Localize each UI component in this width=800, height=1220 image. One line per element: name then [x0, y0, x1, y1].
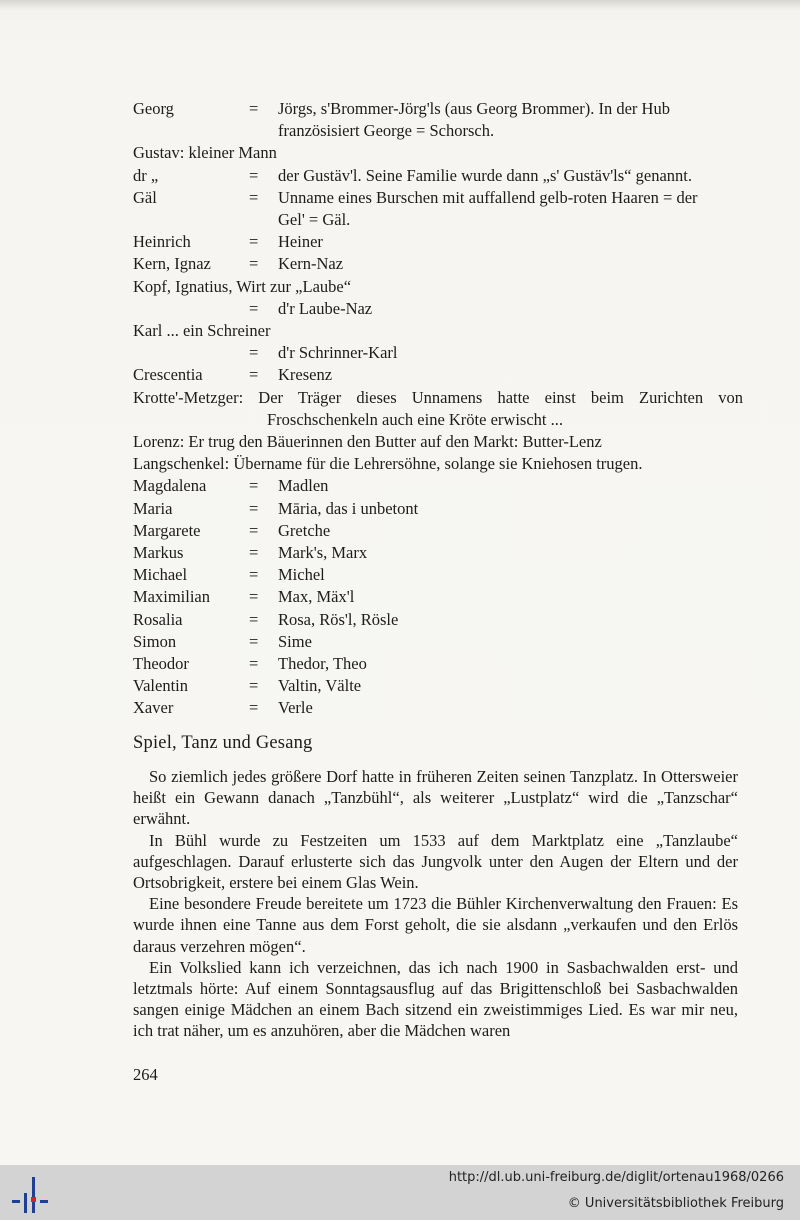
paragraph: Ein Volkslied kann ich verzeichnen, das ich nach 1900 in Sasbachwalden erst- und letztmals hörte: Auf einem Sonntagsausflug auf das Brigittenschloß bei Sasbachwalden sangen einige Mädchen an einem Bach sitzend ein zweistimmiges Lied. Es war mir neu, ich trat näher, um es anzuhören, aber die Mädchen waren — [133, 957, 738, 1041]
equals-sign: = — [249, 187, 259, 207]
name-entry — [133, 609, 743, 631]
equals-sign: = — [249, 676, 259, 696]
name-entry — [133, 342, 743, 364]
entry-definition: der Gustäv'l. Seine Familie wurde dann „s' Gustäv'ls“ genannt. — [278, 165, 692, 185]
equals-sign: = — [249, 476, 259, 496]
entry-definition: Michel — [278, 565, 325, 585]
name-entry — [133, 653, 743, 675]
name-entry — [133, 364, 743, 386]
entry-term: Crescentia — [133, 365, 203, 385]
equals-sign: = — [249, 254, 259, 274]
entry-definition: Madlen — [278, 476, 329, 496]
paragraph: So ziemlich jedes größere Dorf hatte in früheren Zeiten seinen Tanzplatz. In Ottersweier heißt ein Gewann danach „Tanzbühl“, als weiterer „Lustplatz“ wird die „Tanzschar“ erwähnt. — [133, 767, 738, 829]
entry-term: Markus — [133, 543, 184, 563]
entry-term: Rosalia — [133, 609, 183, 629]
equals-sign: = — [249, 565, 259, 585]
page-edge-shadow — [0, 0, 800, 10]
entry-definition: Sime — [278, 631, 312, 651]
entry-term: Maria — [133, 498, 173, 518]
name-entry — [133, 276, 743, 298]
name-entry — [133, 431, 743, 453]
name-entry — [133, 320, 743, 342]
entry-term: dr „ — [133, 165, 159, 185]
name-entry — [133, 697, 743, 719]
copyright-notice: © Universitätsbibliothek Freiburg — [567, 1196, 784, 1211]
entry-definition: Kresenz — [278, 365, 333, 385]
entry-definition: Gretche — [278, 520, 331, 540]
footer-bar — [0, 1165, 800, 1220]
page-number: 264 — [133, 1065, 158, 1084]
equals-sign: = — [249, 165, 259, 185]
equals-sign: = — [249, 631, 259, 651]
equals-sign: = — [249, 609, 259, 629]
equals-sign: = — [249, 520, 259, 540]
entry-term: Maximilian — [133, 587, 210, 607]
equals-sign: = — [249, 298, 259, 318]
entry-term: Valentin — [133, 676, 188, 696]
entry-definition: Rosa, Rös'l, Rösle — [278, 609, 399, 629]
equals-sign: = — [249, 343, 259, 363]
entry-definition: Valtin, Välte — [278, 676, 362, 696]
entry-text: Kopf, Ignatius, Wirt zur „Laube“ — [133, 276, 352, 296]
name-entry — [133, 298, 743, 320]
equals-sign: = — [249, 99, 259, 118]
body-text — [133, 766, 738, 1042]
university-library-logo-icon — [10, 1173, 52, 1215]
equals-sign: = — [249, 498, 259, 518]
entry-term: Kern, Ignaz — [133, 254, 211, 274]
entry-definition: Māria, das i unbetont — [278, 498, 419, 518]
entry-text: Gustav: kleiner Mann — [133, 143, 277, 163]
name-entry — [133, 520, 743, 542]
entry-term: Simon — [133, 631, 177, 651]
name-entry — [133, 231, 743, 253]
name-entry — [133, 475, 743, 497]
equals-sign: = — [249, 365, 259, 385]
paragraph: Eine besondere Freude bereitete um 1723 die Bühler Kirchenverwaltung den Frauen: Es wurde ihnen eine Tanne aus dem Forst geholt, die sie alsdann „verkaufen und den Erlös daraus verzehren mögen“. — [133, 894, 738, 956]
name-entry — [133, 542, 743, 564]
name-entry — [133, 586, 743, 608]
section-heading: Spiel, Tanz und Gesang — [133, 733, 313, 753]
name-entry — [133, 98, 743, 142]
entry-term: Georg — [133, 99, 174, 118]
name-entry — [133, 675, 743, 697]
entry-term: Xaver — [133, 698, 174, 718]
source-url-link[interactable]: http://dl.ub.uni-freiburg.de/diglit/ortenau1968/0266 — [448, 1170, 784, 1185]
name-list — [133, 98, 743, 720]
name-entry — [133, 142, 743, 164]
entry-definition: Verle — [278, 698, 313, 718]
entry-term: Magdalena — [133, 476, 207, 496]
entry-term: Michael — [133, 565, 188, 585]
name-entry — [133, 564, 743, 586]
entry-term: Heinrich — [133, 232, 191, 252]
entry-definition: Gel' = Gäl. — [278, 210, 351, 230]
name-entry — [133, 453, 743, 475]
entry-text: Langschenkel: Übername für die Lehrersöhne, solange sie Kniehosen trugen. — [133, 454, 643, 474]
equals-sign: = — [249, 654, 259, 674]
entry-definition: d'r Schrinner-Karl — [278, 343, 398, 363]
entry-definition: Thedor, Theo — [278, 654, 367, 674]
entry-definition: Heiner — [278, 232, 323, 252]
equals-sign: = — [249, 587, 259, 607]
paragraph: In Bühl wurde zu Festzeiten um 1533 auf dem Marktplatz eine „Tanzlaube“ aufgeschlagen. Darauf erlusterte sich das Jungvolk unter den Augen der Eltern und der Ortsobrigkeit, erstere bei einem Glas Wein. — [133, 830, 738, 893]
equals-sign: = — [249, 698, 259, 718]
entry-term: Margarete — [133, 520, 201, 540]
entry-definition: Jörgs, s'Brommer-Jörg'ls (aus Georg Brommer). In der Hub — [278, 99, 670, 118]
entry-text: Lorenz: Er trug den Bäuerinnen den Butter auf den Markt: Butter-Lenz — [133, 432, 602, 452]
equals-sign: = — [249, 232, 259, 252]
entry-definition: französisiert George = Schorsch. — [278, 121, 495, 141]
entry-definition: Max, Mäx'l — [278, 587, 355, 607]
equals-sign: = — [249, 543, 259, 563]
name-entry — [133, 165, 743, 187]
name-entry — [133, 253, 743, 275]
name-entry — [133, 387, 743, 431]
entry-definition: Unname eines Burschen mit auffallend gelb-roten Haaren = der — [278, 187, 698, 207]
entry-text: Krotte'-Metzger: Der Träger dieses Unnamens hatte einst beim Zurichten von Froschschenkeln auch eine Kröte erwischt ... — [133, 387, 743, 429]
entry-definition: Kern-Naz — [278, 254, 344, 274]
entry-definition: Mark's, Marx — [278, 543, 368, 563]
name-entry — [133, 498, 743, 520]
name-entry — [133, 187, 743, 231]
entry-term: Theodor — [133, 654, 189, 674]
name-entry — [133, 631, 743, 653]
entry-definition: d'r Laube-Naz — [278, 298, 373, 318]
entry-term: Gäl — [133, 187, 157, 207]
entry-text: Karl ... ein Schreiner — [133, 321, 271, 341]
